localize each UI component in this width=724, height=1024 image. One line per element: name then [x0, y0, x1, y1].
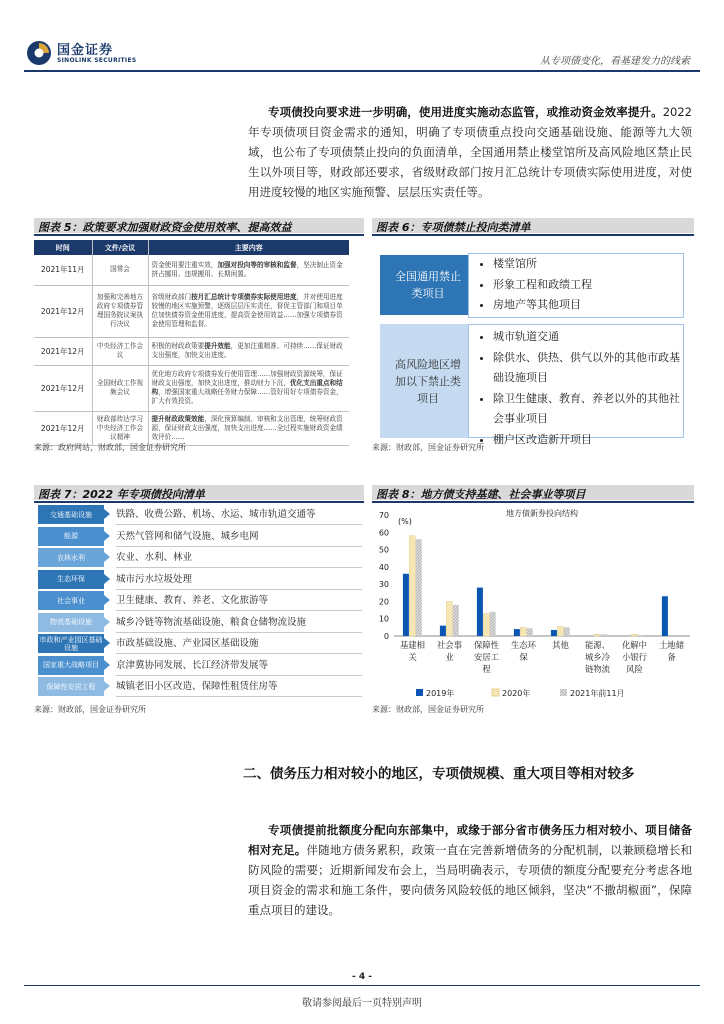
fig7-row-label: 农林水利 — [38, 548, 104, 567]
arrow-right-icon — [104, 660, 110, 670]
row-date: 2021年12月 — [34, 411, 92, 445]
fig7-row — [38, 677, 364, 696]
fig7-row-label: 交通基础设施 — [38, 505, 104, 524]
fig7-row-value: 城镇老旧小区改造、保障性租赁住房等 — [116, 681, 278, 692]
row-content — [148, 255, 349, 285]
row-content-text: ，增强国家重大战略任务财力保障……管好用好专项债券资金，扩大有效投资。 — [151, 388, 343, 405]
legend-label: 2019年 — [426, 689, 455, 698]
fig6-group-national: 全国通用禁止类项目 — [380, 255, 476, 315]
fig7-row-label: 保障性安居工程 — [38, 677, 104, 696]
fig5-header-row — [34, 240, 349, 255]
x-tick-label: 社会事 — [436, 640, 463, 650]
x-tick-label: 生态环 — [510, 640, 537, 650]
list-item: • 除供水、供热、供气以外的其他市政基础设施项目 — [493, 348, 683, 389]
row-date: 2021年12月 — [34, 365, 92, 411]
y-tick-label: 40 — [378, 562, 389, 572]
row-doc: 加强和完善地方政府专项债券管理国务院议案执行决议 — [92, 285, 148, 337]
arrow-right-icon — [104, 531, 110, 541]
x-tick-label: 能源、 — [584, 640, 611, 650]
bar-2019年 — [403, 574, 409, 636]
legend-swatch — [560, 689, 567, 696]
fig7-row-label: 市政和产业园区基础设施 — [39, 635, 103, 652]
row-content — [148, 411, 349, 445]
fig8-title: 图表 8：地方债支持基建、社会事业等项目 — [376, 488, 586, 501]
arrow-right-icon — [104, 574, 110, 584]
x-tick-label: 程 — [482, 664, 491, 674]
logo-mark-icon — [26, 40, 52, 66]
intro-bold-lead: 专项债投向要求进一步明确，使用进度实施动态监管，或推动资金效率提升。 — [268, 105, 663, 119]
fig6-title: 图表 6：专项债禁止投向类清单 — [376, 221, 531, 234]
fig7-row — [38, 527, 364, 546]
bar-2019年 — [440, 626, 446, 636]
legend-swatch — [492, 689, 499, 696]
x-tick-label: 化解中 — [621, 640, 648, 650]
fig7-row-value: 城乡冷链等物流基础设施、粮食仓储物流设施 — [116, 616, 307, 628]
table-row — [34, 255, 349, 285]
row-date: 2021年12月 — [34, 337, 92, 365]
y-tick-label: 20 — [378, 597, 389, 607]
arrow-right-icon — [104, 617, 110, 627]
fig7-row-label: 生态环保 — [38, 570, 104, 589]
list-item: • 房地产等其他项目 — [493, 295, 683, 316]
fig5-title: 图表 5：政策要求加强财政资金使用效率、提高效益 — [38, 221, 292, 234]
bar-2021年前11月 — [527, 628, 533, 636]
x-tick-label: 基建相 — [399, 640, 426, 650]
x-tick-label: 关 — [408, 652, 417, 662]
bar-2021年前11月 — [490, 612, 496, 636]
row-content-text: ，深化预算编制、审核和支出管理，统筹财政资源，保证财政支出强度，加快支出进度……全过程实施财政资金绩效评价…… — [151, 414, 343, 441]
bar-2020年 — [520, 627, 526, 636]
row-doc: 中央经济工作会议 — [92, 337, 148, 365]
fig6-list-national — [468, 253, 684, 318]
fig7-row-value: 农业、水利、林业 — [116, 552, 193, 563]
table-row — [34, 365, 349, 411]
table-row — [34, 285, 349, 337]
legend-label: 2021年前11月 — [570, 689, 625, 698]
fig7-row-value: 铁路、收费公路、机场、水运、城市轨道交通等 — [116, 509, 316, 520]
x-tick-label: 其他 — [552, 640, 569, 650]
y-tick-label: 0 — [383, 632, 389, 641]
row-doc: 全国财政工作视频会议 — [92, 365, 148, 411]
logo-text-en: SINOLINK SECURITIES — [57, 57, 137, 64]
row-date: 2021年12月 — [34, 285, 92, 337]
arrow-right-icon — [104, 552, 110, 562]
fig7-row — [38, 505, 364, 524]
fig6-rule — [372, 234, 694, 236]
fig5-rule — [34, 234, 364, 236]
fig7-row-label: 国家重大战略项目 — [38, 656, 104, 675]
fig5-table — [34, 240, 349, 446]
y-tick-label: 50 — [378, 545, 389, 555]
fig7-row-value: 京津冀协同发展、长江经济带发展等 — [116, 659, 269, 671]
fig7-row-divider — [116, 632, 362, 633]
body-text: 伴随地方债务累积，政策一直在完善新增债务的分配机制，以兼顾稳增长和防风险的需要；近期新闻发布会上，当局明确表示，专项债的额度分配要充分考虑各地项目资金的需求和施工条件，要向债务风险较低的地区倾斜，坚决“不撒胡椒面”，保障重点项目的建设。 — [248, 843, 693, 917]
bar-2019年 — [477, 588, 483, 636]
page-number: - 4 - — [352, 972, 372, 982]
bar-2021年前11月 — [638, 635, 644, 636]
row-content-bold: 加强对投向等的审核和监督 — [217, 260, 297, 269]
fig7-row-divider — [116, 589, 362, 590]
list-item: • 除卫生健康、教育、养老以外的其他社会事业项目 — [493, 389, 683, 430]
fig7-row-value: 卫生健康、教育、养老、文化旅游等 — [116, 595, 269, 606]
y-axis-label: (%) — [398, 517, 412, 526]
bar-2020年 — [631, 634, 637, 636]
section-heading: 二、债务压力相对较小的地区，专项债规模、重大项目等相对较多 — [243, 766, 635, 782]
row-content-bold: 按月汇总统计专项债券实际使用进度 — [191, 293, 297, 301]
x-tick-label: 小银行 — [621, 652, 648, 662]
x-tick-label: 土地储 — [658, 640, 685, 650]
bar-2021年前11月 — [453, 605, 459, 636]
row-content — [148, 337, 349, 365]
fig6-group-highrisk: 高风险地区增加以下禁止类项目 — [380, 324, 476, 438]
fig7-row-value: 市政基础设施、产业园区基础设施 — [116, 638, 259, 649]
fig7-row-label: 能源 — [38, 527, 104, 546]
fig7-row-label: 社会事业 — [38, 591, 104, 610]
x-tick-label: 业 — [445, 652, 454, 662]
fig8-chart — [372, 503, 694, 703]
fig7-row — [38, 570, 364, 589]
bar-2020年 — [483, 614, 489, 636]
row-doc: 财政部传达学习中央经济工作会议精神 — [92, 411, 148, 445]
fig7-row — [38, 656, 364, 675]
body-bold-lead: 专项债提前批额度分配向东部集中，或缘于部分省市债务压力相对较小、项目储备相对充足。 — [248, 823, 692, 857]
row-date: 2021年11月 — [34, 255, 92, 285]
row-content-text: ，更加注重精准、可持续……保证财政支出强度，加快支出进度。 — [151, 342, 343, 359]
list-item: • 形象工程和政绩工程 — [493, 275, 683, 296]
row-content-bold: 提升效能 — [204, 342, 231, 350]
x-tick-label: 安居工 — [473, 652, 500, 662]
header-divider — [24, 70, 700, 72]
list-item: • 楼堂馆所 — [493, 254, 683, 275]
table-row — [34, 337, 349, 365]
fig7-row — [38, 591, 364, 610]
row-doc: 国常会 — [92, 255, 148, 285]
legend-label: 2020年 — [502, 689, 531, 698]
fig7-row-divider — [116, 696, 362, 697]
bar-2021年前11月 — [416, 539, 422, 636]
fig7-row-divider — [116, 524, 362, 525]
arrow-right-icon — [104, 509, 110, 519]
footer-disclaimer: 敬请参阅最后一页特别声明 — [302, 998, 422, 1009]
x-tick-label: 备 — [667, 652, 676, 662]
list-item: • 棚户区改造新开项目 — [493, 430, 683, 451]
fig5-source: 来源：政府网站，财政部，国金证券研究所 — [34, 443, 186, 452]
x-tick-label: 保障性 — [473, 640, 500, 650]
arrow-right-icon — [104, 638, 110, 648]
footer-divider — [24, 985, 700, 986]
y-tick-label: 10 — [378, 614, 389, 624]
fig7-rule — [34, 501, 364, 503]
row-content-text: ，并对使用进度较慢的地区实施预警，逐级层层压实责任，督促主管部门和项目单位加快债券资金使用进度，提高资金使用效益……加强专项债券资金使用管理和监督。 — [151, 293, 343, 328]
fig7-row-value: 天然气管网和储气设施、城乡电网 — [116, 530, 259, 542]
y-tick-label: 70 — [378, 511, 389, 520]
fig7-list — [38, 505, 364, 700]
x-tick-label: 链物流 — [584, 664, 611, 674]
legend-swatch — [416, 689, 423, 696]
row-content — [148, 285, 349, 337]
row-content-bold: 优化支出重点和结构 — [151, 379, 343, 396]
fig7-row — [38, 634, 364, 653]
fig7-row-divider — [116, 675, 362, 676]
fig5-header-content: 主要内容 — [148, 240, 349, 255]
fig7-row-label: 物流基础设施 — [38, 613, 104, 632]
bar-2020年 — [594, 634, 600, 636]
row-content-text: 优化地方政府专项债券发行使用管理……加强财政资源统筹，保证财政支出强度，加快支出进度，推动财力下沉， — [151, 370, 343, 387]
chart-title: 地方债新券投向结构 — [506, 509, 578, 518]
table-row — [34, 411, 349, 445]
row-content-text: 积极的财政政策要 — [151, 342, 205, 350]
bar-2020年 — [409, 536, 415, 636]
report-title: 从专项债变化，看基建发力的线索 — [540, 56, 690, 67]
x-tick-label: 城乡冷 — [584, 652, 611, 662]
fig6-source: 来源：财政部，国金证券研究所 — [372, 443, 484, 452]
row-content-text: ，坚决制止资金挤占挪用、违规搬用、长期闲置。 — [151, 260, 343, 278]
fig8-source: 来源：财政部，国金证券研究所 — [372, 705, 484, 714]
bar-2020年 — [446, 601, 452, 636]
fig7-row-value: 城市污水垃圾处理 — [116, 573, 193, 585]
company-logo — [26, 38, 176, 70]
fig7-row-divider — [116, 546, 362, 547]
row-content-text: 省级财政部门 — [151, 293, 192, 301]
fig7-row-divider — [116, 653, 362, 654]
bar-2019年 — [551, 630, 557, 636]
fig7-title: 图表 7：2022 年专项债投向清单 — [38, 488, 205, 501]
y-tick-label: 60 — [378, 528, 389, 538]
row-content — [148, 365, 349, 411]
fig5-header-doc: 文件/会议 — [92, 240, 148, 255]
fig6-list-highrisk — [468, 324, 684, 446]
row-content-text: 资金使用要注重实效， — [151, 260, 218, 269]
bar-2021年前11月 — [601, 634, 607, 636]
x-tick-label: 风险 — [626, 664, 643, 674]
body-paragraph — [248, 820, 692, 920]
intro-text: 2022 年专项债项目资金需求的通知，明确了专项债重点投向交通基础设施、能源等九大领域，也公布了专项债禁止投向的负面清单，全国通用禁止楼堂馆所及高风险地区禁止民生以外项目等，财政部还要求，省级财政部门按月汇总统计专项债实际使用进度，对使用进度较慢的地区实施预警、层层压实责任等。 — [248, 105, 692, 199]
fig7-source: 来源：财政部，国金证券研究所 — [34, 705, 146, 714]
fig5-header-date: 时间 — [34, 240, 92, 255]
list-item: • 城市轨道交通 — [493, 327, 683, 348]
x-tick-label: 保 — [519, 652, 528, 662]
logo-text-cn: 国金证券 — [57, 43, 114, 58]
fig7-row-divider — [116, 610, 362, 611]
arrow-right-icon — [104, 595, 110, 605]
fig7-row — [38, 613, 364, 632]
bar-2020年 — [557, 626, 563, 636]
fig7-row-divider — [116, 567, 362, 568]
bar-2019年 — [514, 629, 520, 636]
row-content-bold: 提升财政政策效能 — [151, 414, 205, 423]
y-tick-label: 30 — [378, 580, 389, 590]
intro-paragraph — [248, 102, 692, 202]
bar-2019年 — [662, 596, 668, 636]
bar-2021年前11月 — [564, 627, 570, 636]
fig7-row — [38, 548, 364, 567]
arrow-right-icon — [104, 681, 110, 691]
